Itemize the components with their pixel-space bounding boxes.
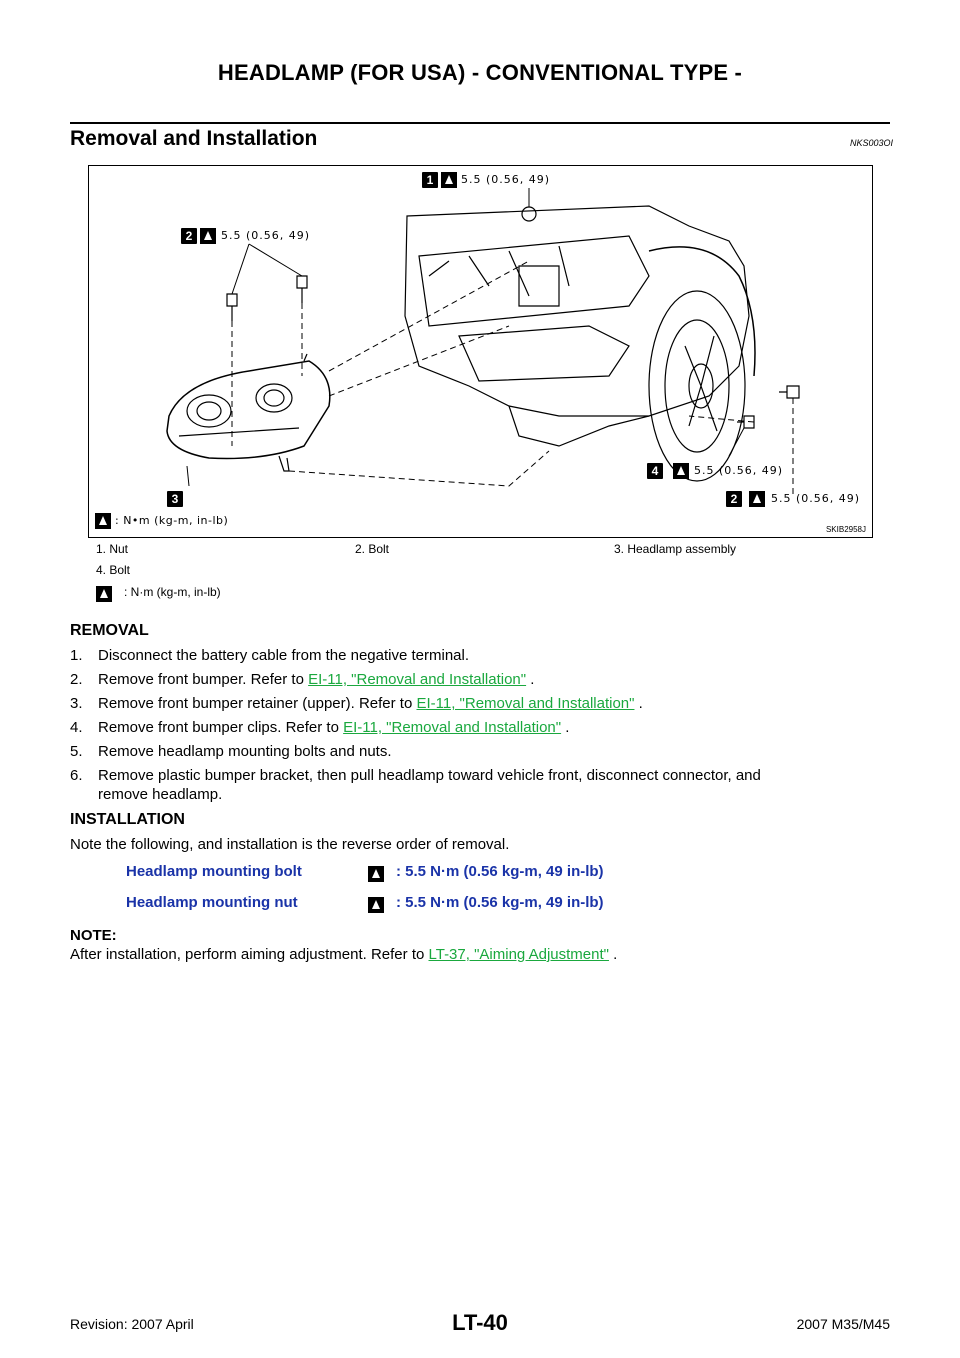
removal-step — [70, 647, 469, 664]
installation-intro: Note the following, and installation is the reverse order of removal. — [70, 836, 510, 853]
step-text-after: . — [526, 671, 535, 688]
step-text-after: . — [634, 695, 643, 712]
callout-torque-2: 5.5 (0.56, 49) — [221, 229, 311, 242]
legend-unit: : N·m (kg-m, in-lb) — [124, 585, 221, 599]
callout-torque-1: 5.5 (0.56, 49) — [461, 173, 551, 186]
legend-item: 2. Bolt — [355, 542, 390, 556]
step-number: 2. — [70, 671, 83, 688]
reference-link[interactable]: LT-37, "Aiming Adjustment" — [428, 946, 609, 963]
step-number: 3. — [70, 695, 83, 712]
removal-step — [70, 695, 643, 712]
step-number: 5. — [70, 743, 83, 760]
legend-item: 3. Headlamp assembly — [614, 542, 737, 556]
spec-value: : 5.5 N·m (0.56 kg-m, 49 in-lb) — [396, 863, 604, 880]
step-number: 6. — [70, 767, 83, 784]
reference-link[interactable]: EI-11, "Removal and Installation" — [416, 695, 635, 712]
section-code: NKS003OI — [850, 138, 894, 148]
legend-item: 1. Nut — [96, 542, 129, 556]
step-text: Remove front bumper clips. Refer to — [98, 719, 344, 736]
spec-value: : 5.5 N·m (0.56 kg-m, 49 in-lb) — [396, 894, 604, 911]
page-title: HEADLAMP (FOR USA) - CONVENTIONAL TYPE - — [217, 60, 743, 85]
torque-wrench-icon — [368, 897, 384, 913]
note-after: . — [608, 946, 618, 963]
reference-link[interactable]: EI-11, "Removal and Installation" — [308, 671, 527, 688]
callout-number: 2 — [181, 228, 197, 244]
spec-label: Headlamp mounting nut — [126, 894, 298, 911]
step-number: 1. — [70, 647, 83, 664]
torque-wrench-icon — [96, 586, 112, 602]
callout-number: 4 — [647, 463, 663, 479]
figure-id: SKIB2958J — [825, 525, 866, 534]
note-label: NOTE: — [70, 927, 117, 944]
installation-heading: INSTALLATION — [70, 811, 185, 828]
torque-wrench-icon — [95, 513, 111, 529]
removal-heading: REMOVAL — [70, 622, 149, 639]
page-number: LT-40 — [452, 1310, 508, 1335]
removal-step — [70, 767, 761, 784]
step-text-after: . — [561, 719, 570, 736]
torque-wrench-icon — [368, 866, 384, 882]
removal-step — [70, 671, 534, 688]
removal-step — [70, 719, 569, 736]
callout-torque-2b: 5.5 (0.56, 49) — [771, 492, 861, 505]
legend-item: 4. Bolt — [96, 563, 131, 577]
step-text: Remove front bumper retainer (upper). Refer to — [98, 695, 417, 712]
header-rule — [70, 122, 890, 124]
step-text: Remove headlamp mounting bolts and nuts. — [98, 743, 392, 760]
callout-number: 2 — [726, 491, 742, 507]
note-body: After installation, perform aiming adjustment. Refer to — [70, 946, 429, 963]
figure-legend: : N•m (kg-m, in-lb) — [115, 514, 229, 527]
step-number: 4. — [70, 719, 83, 736]
removal-step-continued: remove headlamp. — [98, 786, 223, 803]
callout-number: 1 — [422, 172, 438, 188]
reference-link[interactable]: EI-11, "Removal and Installation" — [343, 719, 562, 736]
torque-wrench-icon — [749, 491, 765, 507]
headlamp-figure — [88, 165, 873, 538]
footer-revision: Revision: 2007 April — [70, 1316, 194, 1332]
headlamp-illustration — [89, 166, 872, 537]
callout-torque-4: 5.5 (0.56, 49) — [694, 464, 784, 477]
torque-wrench-icon — [673, 463, 689, 479]
footer-model: 2007 M35/M45 — [796, 1316, 890, 1332]
removal-step — [70, 743, 392, 760]
torque-wrench-icon — [200, 228, 216, 244]
step-text: Remove plastic bumper bracket, then pull headlamp toward vehicle front, disconnect connector, and — [98, 767, 761, 784]
callout-number-3: 3 — [167, 491, 183, 507]
note-text — [70, 946, 617, 963]
step-text: Disconnect the battery cable from the negative terminal. — [98, 647, 470, 664]
step-text: Remove front bumper. Refer to — [98, 671, 309, 688]
spec-label: Headlamp mounting bolt — [126, 863, 302, 880]
torque-wrench-icon — [441, 172, 457, 188]
section-title: Removal and Installation — [70, 127, 318, 150]
